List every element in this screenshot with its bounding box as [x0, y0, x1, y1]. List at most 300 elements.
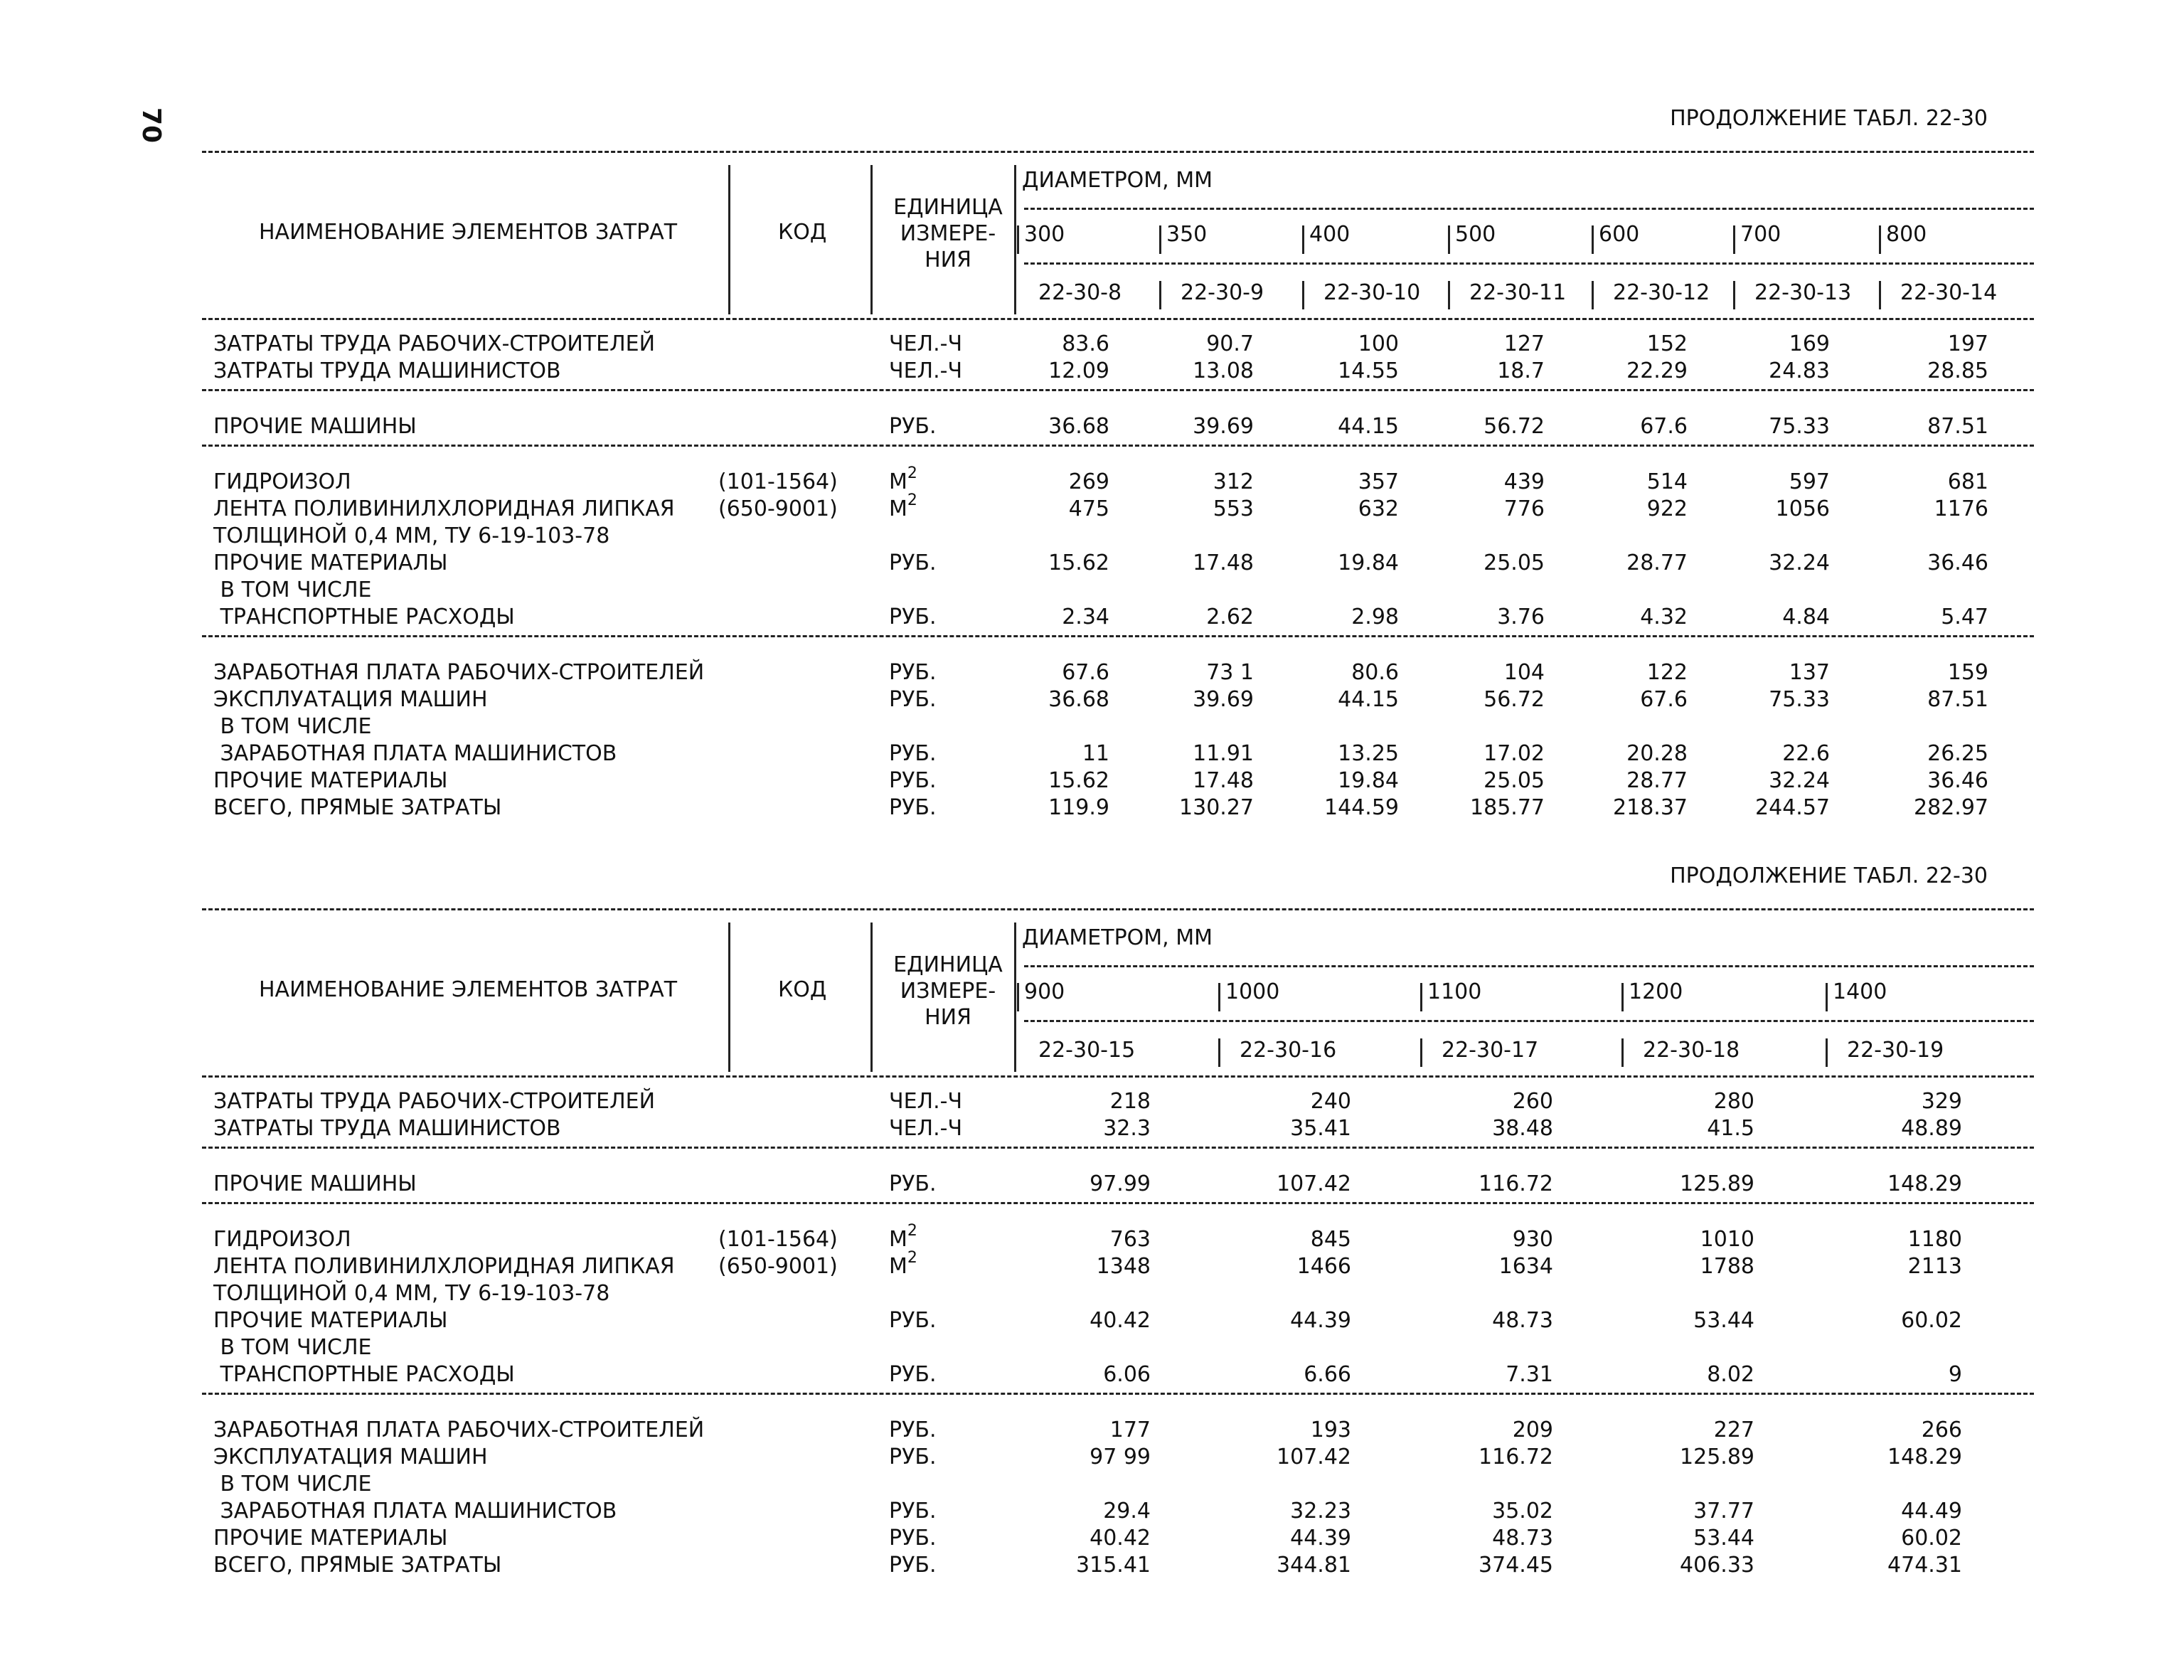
row-unit	[889, 1091, 962, 1112]
row-value: 439	[1503, 469, 1545, 494]
row-value: 514	[1646, 469, 1688, 494]
row-name: ЗАРАБОТНАЯ ПЛАТА МАШИНИСТОВ	[213, 1499, 617, 1524]
row-value: 474.31	[1887, 1553, 1962, 1578]
row-value: 39.69	[1193, 414, 1254, 439]
row-value: 107.42	[1277, 1445, 1351, 1469]
rule-line	[202, 908, 2034, 910]
row-value: 53.44	[1693, 1308, 1754, 1333]
row-value: 8.02	[1707, 1362, 1754, 1387]
row-value: 280	[1713, 1089, 1754, 1114]
row-unit	[889, 358, 963, 383]
header-code-cell: 22-30-9	[1181, 280, 1264, 305]
row-name: ТОЛЩИНОЙ 0,4 ММ, ТУ 6-19-103-78	[213, 523, 610, 548]
row-value: 193	[1310, 1418, 1351, 1442]
row-value: 32.23	[1290, 1499, 1351, 1524]
rule-line	[1024, 208, 2034, 210]
row-value: 17.48	[1193, 551, 1254, 575]
row-unit-text: РУБ.	[889, 660, 937, 685]
column-separator	[1014, 923, 1016, 1072]
row-unit	[889, 1528, 937, 1549]
row-value: 127	[1503, 331, 1545, 356]
row-unit-text: М	[889, 1227, 907, 1252]
rule-line	[202, 151, 2034, 153]
row-value: 36.68	[1048, 687, 1109, 712]
row-value: 122	[1646, 660, 1688, 685]
row-value: 87.51	[1927, 687, 1988, 712]
row-value: 119.9	[1048, 795, 1109, 820]
column-separator	[1879, 281, 1881, 309]
row-name: ПРОЧИЕ МАШИНЫ	[213, 1171, 417, 1196]
row-code: (101-1564)	[718, 469, 838, 494]
row-value: 152	[1646, 331, 1688, 356]
row-value: 922	[1646, 496, 1688, 521]
row-value: 3.76	[1497, 605, 1545, 629]
row-value: 40.42	[1090, 1526, 1151, 1551]
row-value: 260	[1512, 1089, 1553, 1114]
row-name: ТРАНСПОРТНЫЕ РАСХОДЫ	[213, 1362, 515, 1387]
row-value: 1010	[1700, 1227, 1754, 1252]
row-value: 185.77	[1470, 795, 1545, 820]
row-name: В ТОМ ЧИСЛЕ	[213, 578, 372, 602]
row-unit	[889, 797, 937, 819]
row-value: 44.15	[1338, 687, 1399, 712]
row-unit-text: РУБ.	[889, 1553, 937, 1578]
row-value: 29.4	[1103, 1499, 1151, 1524]
row-name: ЗАРАБОТНАЯ ПЛАТА РАБОЧИХ-СТРОИТЕЛЕЙ	[213, 1418, 705, 1442]
rule-line	[202, 445, 2034, 447]
row-value: 35.41	[1290, 1116, 1351, 1141]
row-unit-text: М	[889, 469, 907, 494]
column-separator	[1826, 1038, 1828, 1067]
row-unit-text: РУБ.	[889, 795, 937, 820]
row-value: 26.25	[1927, 741, 1988, 766]
row-unit	[889, 1555, 937, 1576]
row-value: 329	[1921, 1089, 1962, 1114]
row-value: 44.15	[1338, 414, 1399, 439]
row-value: 32.24	[1769, 551, 1830, 575]
row-value: 14.55	[1338, 358, 1399, 383]
row-unit	[889, 1420, 937, 1441]
row-value: 1348	[1096, 1254, 1151, 1279]
rule-line	[202, 389, 2034, 391]
column-separator	[1592, 281, 1594, 309]
rule-line	[1024, 262, 2034, 265]
column-separator	[1621, 1038, 1624, 1067]
row-unit	[889, 1222, 917, 1252]
column-separator	[1420, 983, 1422, 1011]
column-separator	[1302, 225, 1304, 254]
row-unit-text: РУБ.	[889, 1445, 937, 1469]
row-value: 67.6	[1640, 414, 1688, 439]
row-name: ЛЕНТА ПОЛИВИНИЛХЛОРИДНАЯ ЛИПКАЯ	[213, 496, 675, 521]
row-value: 44.39	[1290, 1526, 1351, 1551]
row-value: 553	[1213, 496, 1254, 521]
row-value: 48.89	[1901, 1116, 1962, 1141]
column-separator	[1302, 281, 1304, 309]
row-name: ПРОЧИЕ МАТЕРИАЛЫ	[213, 768, 448, 793]
header-diameter: 400	[1309, 222, 1351, 247]
row-value: 1056	[1775, 496, 1830, 521]
row-value: 12.09	[1048, 358, 1109, 383]
row-unit	[889, 553, 937, 574]
row-value: 32.24	[1769, 768, 1830, 793]
row-unit-text: РУБ.	[889, 1418, 937, 1442]
column-separator	[1621, 983, 1624, 1011]
row-name: ЗАТРАТЫ ТРУДА МАШИНИСТОВ	[213, 1116, 561, 1141]
row-value: 97.99	[1090, 1171, 1151, 1196]
column-separator	[870, 165, 873, 314]
row-value: 244.57	[1755, 795, 1830, 820]
row-value: 7.31	[1506, 1362, 1553, 1387]
row-value: 107.42	[1277, 1171, 1351, 1196]
row-unit-text: М	[889, 496, 907, 521]
header-code-cell: 22-30-19	[1847, 1038, 1944, 1063]
row-value: 218.37	[1613, 795, 1688, 820]
row-value: 48.73	[1492, 1308, 1553, 1333]
column-separator	[1879, 225, 1881, 254]
header-unit-line: НИЯ	[925, 248, 971, 272]
row-value: 130.27	[1179, 795, 1254, 820]
row-value: 25.05	[1483, 768, 1545, 793]
row-value: 67.6	[1062, 660, 1109, 685]
row-value: 681	[1947, 469, 1988, 494]
row-value: 28.77	[1626, 551, 1688, 575]
row-value: 406.33	[1680, 1553, 1754, 1578]
row-value: 100	[1358, 331, 1399, 356]
row-value: 209	[1512, 1418, 1553, 1442]
row-value: 169	[1789, 331, 1830, 356]
row-value: 218	[1109, 1089, 1151, 1114]
row-value: 60.02	[1901, 1526, 1962, 1551]
row-value: 18.7	[1497, 358, 1545, 383]
row-value: 269	[1068, 469, 1109, 494]
header-diameter: 300	[1024, 222, 1065, 247]
row-value: 22.6	[1782, 741, 1830, 766]
row-value: 44.39	[1290, 1308, 1351, 1333]
header-diameter: 1400	[1833, 979, 1887, 1004]
row-value: 28.85	[1927, 358, 1988, 383]
row-value: 73 1	[1206, 660, 1254, 685]
row-unit	[889, 1171, 937, 1196]
row-value: 28.77	[1626, 768, 1688, 793]
header-name: НАИМЕНОВАНИЕ ЭЛЕМЕНТОВ ЗАТРАТ	[259, 977, 678, 1002]
row-name: ПРОЧИЕ МАШИНЫ	[213, 414, 417, 439]
row-value: 44.49	[1901, 1499, 1962, 1524]
row-value: 312	[1213, 469, 1254, 494]
row-value: 56.72	[1483, 687, 1545, 712]
rule-line	[202, 1075, 2034, 1078]
header-diameter: 1100	[1427, 979, 1482, 1004]
row-value: 763	[1109, 1227, 1151, 1252]
header-unit-line: НИЯ	[925, 1005, 971, 1030]
header-code-cell: 22-30-14	[1900, 280, 1998, 305]
column-separator	[1733, 281, 1735, 309]
row-value: 32.3	[1103, 1116, 1151, 1141]
row-value: 15.62	[1048, 551, 1109, 575]
column-separator	[1218, 983, 1220, 1011]
row-value: 116.72	[1479, 1445, 1553, 1469]
header-code-cell: 22-30-8	[1038, 280, 1122, 305]
row-unit-text: ЧЕЛ.-Ч	[889, 1116, 963, 1141]
row-value: 177	[1109, 1418, 1151, 1442]
row-unit-text: ЧЕЛ.-Ч	[889, 1089, 963, 1114]
header-code: КОД	[778, 220, 827, 245]
row-value: 22.29	[1626, 358, 1688, 383]
row-name: ГИДРОИЗОЛ	[213, 1227, 351, 1252]
row-unit	[889, 770, 937, 792]
row-value: 80.6	[1351, 660, 1399, 685]
row-value: 37.77	[1693, 1499, 1754, 1524]
row-name: ЗАРАБОТНАЯ ПЛАТА РАБОЧИХ-СТРОИТЕЛЕЙ	[213, 660, 705, 685]
header-name: НАИМЕНОВАНИЕ ЭЛЕМЕНТОВ ЗАТРАТ	[259, 220, 678, 245]
row-value: 227	[1713, 1418, 1754, 1442]
row-value: 19.84	[1338, 551, 1399, 575]
row-value: 144.59	[1324, 795, 1399, 820]
row-unit-text: РУБ.	[889, 414, 937, 439]
row-value: 357	[1358, 469, 1399, 494]
column-separator	[1159, 225, 1161, 254]
header-diameter: 500	[1455, 222, 1496, 247]
rule-line	[202, 318, 2034, 320]
row-value: 39.69	[1193, 687, 1254, 712]
row-value: 6.66	[1304, 1362, 1351, 1387]
row-unit-text: РУБ.	[889, 1308, 937, 1333]
column-separator	[728, 165, 730, 314]
row-value: 67.6	[1640, 687, 1688, 712]
row-unit	[889, 491, 917, 521]
header-code-cell: 22-30-17	[1442, 1038, 1539, 1063]
row-unit-text: М	[889, 1254, 907, 1279]
row-unit	[889, 1447, 937, 1468]
header-unit-line: ИЗМЕРЕ-	[900, 979, 996, 1004]
row-unit	[889, 416, 937, 437]
row-unit	[889, 1364, 937, 1386]
row-name: В ТОМ ЧИСЛЕ	[213, 1472, 372, 1496]
row-value: 148.29	[1887, 1171, 1962, 1196]
row-value: 2113	[1907, 1254, 1962, 1279]
header-code-cell: 22-30-10	[1323, 280, 1421, 305]
row-value: 60.02	[1901, 1308, 1962, 1333]
row-value: 632	[1358, 496, 1399, 521]
row-unit	[889, 607, 937, 628]
row-unit-superscript: 2	[907, 1249, 917, 1267]
row-name: ЗАТРАТЫ ТРУДА МАШИНИСТОВ	[213, 358, 561, 383]
column-separator	[1592, 225, 1594, 254]
row-value: 116.72	[1479, 1171, 1553, 1196]
row-unit-text: РУБ.	[889, 1526, 937, 1551]
header-diameter: 600	[1599, 222, 1640, 247]
row-value: 24.83	[1769, 358, 1830, 383]
row-name: ЭКСПЛУАТАЦИЯ МАШИН	[213, 687, 488, 712]
row-value: 6.06	[1103, 1362, 1151, 1387]
column-separator	[1448, 225, 1450, 254]
row-name: ЗАТРАТЫ ТРУДА РАБОЧИХ-СТРОИТЕЛЕЙ	[213, 1089, 656, 1114]
row-unit-text: РУБ.	[889, 687, 937, 712]
row-value: 374.45	[1479, 1553, 1553, 1578]
row-value: 597	[1789, 469, 1830, 494]
row-value: 15.62	[1048, 768, 1109, 793]
column-separator	[728, 923, 730, 1072]
row-name: ПРОЧИЕ МАТЕРИАЛЫ	[213, 1308, 448, 1333]
row-unit-superscript: 2	[907, 491, 917, 509]
row-unit-superscript: 2	[907, 464, 917, 482]
row-value: 2.62	[1206, 605, 1254, 629]
row-value: 48.73	[1492, 1526, 1553, 1551]
row-unit	[889, 689, 937, 711]
row-name: ПРОЧИЕ МАТЕРИАЛЫ	[213, 1526, 448, 1551]
row-unit-text: РУБ.	[889, 1171, 937, 1196]
row-value: 240	[1310, 1089, 1351, 1114]
row-value: 930	[1512, 1227, 1553, 1252]
header-diameter: 900	[1024, 979, 1065, 1004]
row-value: 4.84	[1782, 605, 1830, 629]
header-code-cell: 22-30-18	[1643, 1038, 1740, 1063]
row-value: 1466	[1296, 1254, 1351, 1279]
header-unit-line: ЕДИНИЦА	[893, 952, 1003, 977]
row-code: (650-9001)	[718, 496, 838, 521]
rule-line	[202, 1393, 2034, 1395]
row-value: 35.02	[1492, 1499, 1553, 1524]
row-code: (101-1564)	[718, 1227, 838, 1252]
page-number: 70	[137, 107, 166, 144]
row-unit-text: РУБ.	[889, 768, 937, 793]
row-value: 148.29	[1887, 1445, 1962, 1469]
row-value: 11	[1082, 741, 1109, 766]
header-diameter: 700	[1740, 222, 1781, 247]
row-value: 1788	[1700, 1254, 1754, 1279]
row-value: 25.05	[1483, 551, 1545, 575]
header-group: ДИАМЕТРОМ, ММ	[1022, 168, 1213, 193]
row-value: 36.68	[1048, 414, 1109, 439]
row-value: 344.81	[1277, 1553, 1351, 1578]
row-value: 1180	[1907, 1227, 1962, 1252]
header-code-cell: 22-30-15	[1038, 1038, 1136, 1063]
row-unit	[889, 662, 937, 684]
row-name: ВСЕГО, ПРЯМЫЕ ЗАТРАТЫ	[213, 1553, 502, 1578]
column-separator	[1826, 983, 1828, 1011]
header-code-cell: 22-30-13	[1754, 280, 1852, 305]
row-unit	[889, 1310, 937, 1331]
row-value: 137	[1789, 660, 1830, 685]
column-separator	[1014, 165, 1016, 314]
row-value: 9	[1948, 1362, 1962, 1387]
row-unit-text: ЧЕЛ.-Ч	[889, 358, 963, 383]
row-value: 125.89	[1680, 1445, 1754, 1469]
row-value: 87.51	[1927, 414, 1988, 439]
row-unit-text: РУБ.	[889, 741, 937, 766]
header-code-cell: 22-30-16	[1240, 1038, 1337, 1063]
row-value: 17.48	[1193, 768, 1254, 793]
row-name: ВСЕГО, ПРЯМЫЕ ЗАТРАТЫ	[213, 795, 502, 820]
row-value: 38.48	[1492, 1116, 1553, 1141]
row-unit	[889, 464, 917, 494]
header-unit-line: ЕДИНИЦА	[893, 195, 1003, 220]
row-value: 125.89	[1680, 1171, 1754, 1196]
row-value: 36.46	[1927, 551, 1988, 575]
row-unit	[889, 743, 937, 765]
row-value: 36.46	[1927, 768, 1988, 793]
row-value: 104	[1503, 660, 1545, 685]
header-diameter: 1000	[1225, 979, 1280, 1004]
table-caption: ПРОДОЛЖЕНИЕ ТАБЛ. 22-30	[1670, 106, 1988, 131]
column-separator	[1159, 281, 1161, 309]
row-name: ТОЛЩИНОЙ 0,4 ММ, ТУ 6-19-103-78	[213, 1281, 610, 1306]
row-value: 40.42	[1090, 1308, 1151, 1333]
row-value: 282.97	[1914, 795, 1988, 820]
row-unit	[889, 1501, 937, 1522]
row-value: 75.33	[1769, 414, 1830, 439]
header-diameter: 1200	[1629, 979, 1683, 1004]
row-code: (650-9001)	[718, 1254, 838, 1279]
header-group: ДИАМЕТРОМ, ММ	[1022, 925, 1213, 950]
row-value: 776	[1503, 496, 1545, 521]
column-separator	[1420, 1038, 1422, 1067]
header-diameter: 350	[1166, 222, 1208, 247]
row-value: 2.98	[1351, 605, 1399, 629]
row-unit	[889, 331, 963, 356]
row-value: 197	[1947, 331, 1988, 356]
row-name: ЭКСПЛУАТАЦИЯ МАШИН	[213, 1445, 488, 1469]
row-value: 97 99	[1090, 1445, 1151, 1469]
row-value: 90.7	[1206, 331, 1254, 356]
row-name: В ТОМ ЧИСЛЕ	[213, 714, 372, 739]
row-value: 1634	[1498, 1254, 1553, 1279]
rule-line	[202, 635, 2034, 637]
column-separator	[1218, 1038, 1220, 1067]
column-separator	[870, 923, 873, 1072]
row-value: 19.84	[1338, 768, 1399, 793]
row-name: ПРОЧИЕ МАТЕРИАЛЫ	[213, 551, 448, 575]
row-unit-text: РУБ.	[889, 605, 937, 629]
column-separator	[1733, 225, 1735, 254]
row-unit	[889, 1118, 962, 1139]
row-value: 41.5	[1707, 1116, 1754, 1141]
header-code: КОД	[778, 977, 827, 1002]
row-value: 56.72	[1483, 414, 1545, 439]
header-code-cell: 22-30-12	[1613, 280, 1710, 305]
row-value: 159	[1947, 660, 1988, 685]
row-value: 315.41	[1076, 1553, 1151, 1578]
row-value: 266	[1921, 1418, 1962, 1442]
row-value: 75.33	[1769, 687, 1830, 712]
rule-line	[1024, 1020, 2034, 1022]
column-separator	[1017, 983, 1019, 1011]
row-name: ГИДРОИЗОЛ	[213, 469, 351, 494]
row-unit-text: РУБ.	[889, 1499, 937, 1524]
row-unit-text: РУБ.	[889, 551, 937, 575]
row-value: 475	[1068, 496, 1109, 521]
row-name: ЗАТРАТЫ ТРУДА РАБОЧИХ-СТРОИТЕЛЕЙ	[213, 331, 656, 356]
row-value: 845	[1310, 1227, 1351, 1252]
column-separator	[1448, 281, 1450, 309]
row-name: ТРАНСПОРТНЫЕ РАСХОДЫ	[213, 605, 515, 629]
row-value: 2.34	[1062, 605, 1109, 629]
row-value: 11.91	[1193, 741, 1254, 766]
row-name: В ТОМ ЧИСЛЕ	[213, 1335, 372, 1360]
row-name: ЛЕНТА ПОЛИВИНИЛХЛОРИДНАЯ ЛИПКАЯ	[213, 1254, 675, 1279]
row-unit-superscript: 2	[907, 1222, 917, 1240]
row-value: 13.08	[1193, 358, 1254, 383]
row-value: 4.32	[1640, 605, 1688, 629]
rule-line	[202, 1147, 2034, 1149]
row-value: 53.44	[1693, 1526, 1754, 1551]
row-value: 1176	[1934, 496, 1988, 521]
column-separator	[1017, 225, 1019, 254]
row-value: 83.6	[1062, 331, 1109, 356]
row-name: ЗАРАБОТНАЯ ПЛАТА МАШИНИСТОВ	[213, 741, 617, 766]
rule-line	[202, 1202, 2034, 1204]
header-diameter: 800	[1886, 222, 1927, 247]
